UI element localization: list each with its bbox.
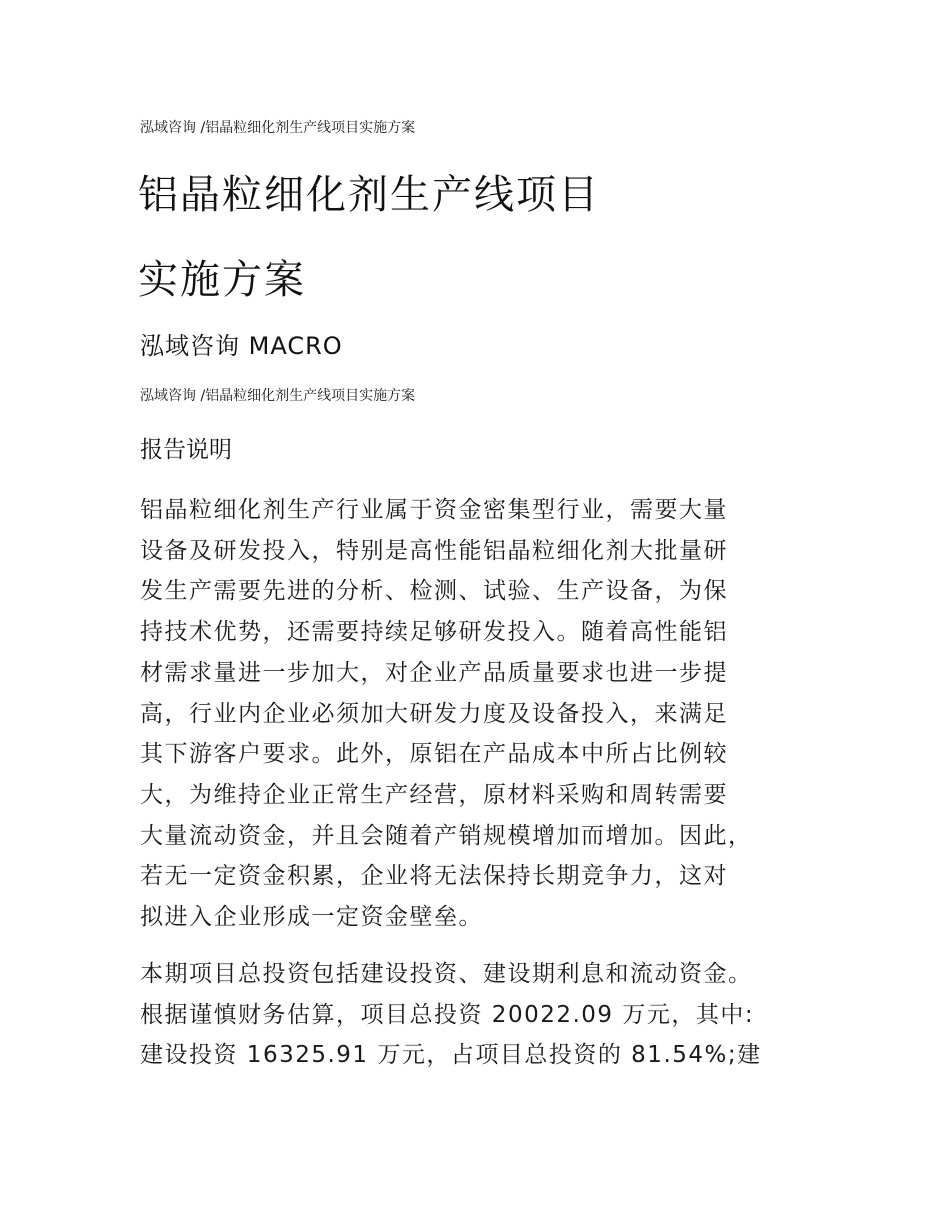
paragraph-line: 大，为维持企业正常生产经营，原材料采购和周转需要 bbox=[140, 781, 728, 808]
paragraph-line: 大量流动资金，并且会随着产销规模增加而增加。因此， bbox=[140, 822, 753, 849]
cover-title-line-1: 铝晶粒细化剂生产线项目 bbox=[138, 172, 600, 218]
paragraph-line: 其下游客户要求。此外，原铝在产品成本中所占比例较 bbox=[140, 741, 728, 768]
paragraph-line: 根据谨慎财务估算，项目总投资 20022.09 万元，其中: bbox=[140, 1001, 755, 1028]
paragraph-line: 本期项目总投资包括建设投资、建设期利息和流动资金。 bbox=[140, 961, 753, 987]
page-running-header: 泓域咨询 /铝晶粒细化剂生产线项目实施方案 bbox=[140, 388, 416, 404]
paragraph-line: 材需求量进一步加大，对企业产品质量要求也进一步提 bbox=[140, 659, 728, 686]
paragraph-line: 设备及研发投入，特别是高性能铝晶粒细化剂大批量研 bbox=[140, 537, 728, 564]
paragraph-1 bbox=[140, 490, 820, 938]
company-name: 泓域咨询 MACRO bbox=[140, 332, 343, 360]
section-heading: 报告说明 bbox=[140, 437, 232, 463]
paragraph-line: 拟进入企业形成一定资金壁垒。 bbox=[140, 904, 483, 931]
paragraph-line: 铝晶粒细化剂生产行业属于资金密集型行业，需要大量 bbox=[140, 497, 728, 523]
paragraph-2 bbox=[140, 954, 820, 1076]
cover-title-line-2: 实施方案 bbox=[138, 257, 306, 303]
paragraph-line: 高，行业内企业必须加大研发力度及设备投入，来满足 bbox=[140, 700, 728, 727]
paragraph-line: 持技术优势，还需要持续足够研发投入。随着高性能铝 bbox=[140, 619, 728, 646]
running-header: 泓域咨询 /铝晶粒细化剂生产线项目实施方案 bbox=[140, 120, 416, 136]
paragraph-line: 发生产需要先进的分析、检测、试验、生产设备，为保 bbox=[140, 578, 728, 605]
paragraph-line: 建设投资 16325.91 万元，占项目总投资的 81.54%;建 bbox=[140, 1042, 762, 1069]
paragraph-line: 若无一定资金积累，企业将无法保持长期竞争力，这对 bbox=[140, 863, 728, 890]
